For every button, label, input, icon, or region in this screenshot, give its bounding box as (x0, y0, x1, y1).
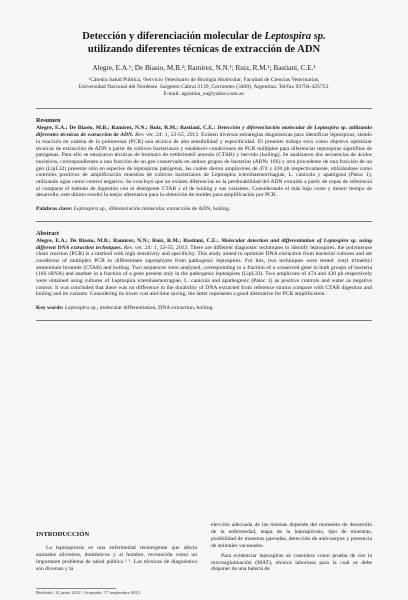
abstract-divider (36, 320, 372, 321)
resumen-keywords-label: Palabras clave: (36, 206, 73, 213)
resumen-keywords-rest: , diferenciación molecular, extracción de ADN, boiling. (105, 206, 231, 213)
paper-title (36, 0, 372, 56)
abstract-keywords-rest: , molecular differentiation, DNA extraction, boiling. (96, 305, 214, 312)
intro-paragraph-left: La leptospirosis es una enfermedad reemergente que afecta animales silvestres, domésticos y al hombre, reconocida como un importante problema de salud pública ¹˒⁵. Las técnicas de diagnóstico son diversas y la (36, 544, 197, 572)
affiliation-email: E-mail: agustina_ea@yahoo.com.ar. (163, 90, 245, 97)
abstract-keywords (36, 305, 372, 312)
abstract-citation-authors: Alegre, E.A.; De Biasio, M.B.; Ramírez, N.N.; Ruiz, R.M.; Bastiani, C.E.: (36, 237, 219, 244)
affiliation-line2: Universidad Nacional del Nordeste, Sargento Cabral 2139, Corrientes (3400), Argentina. Tel/fax 03794-425753. (78, 83, 330, 90)
abstract-citation-title: Molecular detection and differentiation of Leptospira sp. using different DNA extraction techniques. (36, 237, 372, 251)
resumen-keywords-species: Leptospira sp. (73, 206, 106, 213)
abstract-keywords-label: Key words: (36, 305, 64, 312)
affiliation-line1: ¹Cátedra Salud Pública, ²Servicio Veterinario de Biología Molecular, Facultad de Ciencias Veterinarias, (88, 77, 320, 83)
title-line2: utilizando diferentes técnicas de extracción de ADN (87, 43, 321, 55)
abstract-heading: Abstract (36, 229, 60, 237)
intro-heading: INTRODUCCIÓN (36, 531, 90, 538)
resumen-text: Existen diversas estrategias diagnósticas para identificar leptospiras, siendo la reacción en cadena de la polimerasa (PCR) una técnica de alta sensibilidad y especificidad. El presente trabajo tuvo como objetivo optimizar técnicas de extracción de ADN a partir de cultivos bacterianos y establecer condiciones de PCR múltiples para diferenciar leptospiras saprófitas de patógenas. Para ello se ensayaron técnicas de bromuro de cetiltrimetil amonio (CTAB) y hervido (boiling). Se analizaron dos secuencias de ácidos nucleicos, correspondientes a una fracción de un gen conservado en ambos grupos de bacterias (ARNr 16S) y otra procedente de una fracción de un gen (LipL32) presente sólo en especies de leptospiras patógenas, las cuales dieron amplicones de 474 y 430 pb respectivamente, utilizándose como controles positivos de amplificación muestras de cultivos bacterianos de Leptospira icterohaemorrhagiae, L. canicola y apatógena (Patoc 1), utilizando agua como control negativo. Se concluyó que no existen diferencias en la perdurabilidad del ADN extraído a partir de cepas de referencia al comparar el método de digestión con el detergente CTAB y el de boiling y sus variantes. Considerando el más bajo costo y menor tiempo de desarrollo, este último resultó la mejor alternativa para la obtención de moldes para amplificación por PCR. (36, 132, 372, 199)
resumen-citation-ref: Rev. vet. 24: 1, 53-55, 2013. (135, 132, 200, 139)
author-list: Alegre, E.A.¹; De Biasio, M.B.²; Ramírez, N.N.¹; Ruiz, R.M.¹; Bastiani, C.E.¹ (92, 64, 316, 72)
header-divider (36, 108, 372, 109)
abstract-keywords-species: Leptospira sp. (64, 305, 97, 312)
title-line1: Detección y diferenciación molecular de (82, 31, 265, 42)
resumen-body (36, 125, 372, 199)
left-column (36, 522, 197, 573)
resumen-heading: Resumen (36, 117, 61, 125)
resumen-keywords (36, 206, 372, 213)
title-species: Leptospira sp. (264, 31, 326, 42)
resumen-divider (36, 221, 372, 222)
resumen-citation-title: Detección y diferenciación molecular de Leptospira sp. utilizando diferentes técnicas de extracción de ADN. (36, 125, 372, 139)
abstract-citation-ref: Rev. vet. 24: 1, 53-55, 2013. (123, 244, 189, 251)
abstract-body (36, 238, 372, 298)
right-column (211, 522, 372, 573)
body-columns (36, 522, 372, 573)
intro-paragraph-right-2: Para evidenciar leptospiras se considera como prueba de oro la microaglutinación (MAT), técnica laboriosa para la cual se debe disponer de una batería de (211, 552, 372, 573)
abstract-text: There are different diagnostic techniques to identify leptospires, the polymerase chain reaction (PCR) is a method with high sensitivity and specificity. This study aimed to optimize DNA extraction from bacterial cultures and set conditions of multiplex PCR to differentiate saprophytes from pathogenic leptospires. For this, two techniques were tested: cetyl trimethyl ammonium bromide (CTAB) and boiling. Two sequences were analyzed, corresponding to a fraction of a conserved gene in both groups of bacteria (16S rRNA) and another in a fraction of a gene present only in the pathogenic leptospires (LipL32). Two amplicons of 474 and 430 pb respectively were obtained using cultures of Leptospira icterohaemorragiae, L. canicola and apathogenic (Patoc 1) as positive controls and water as negative control. It was concluded that there was no difference in the durability of DNA extracted from reference strains compare with CTAB digestion and boiling and its variants. Considering its lower cost and time saving, the latter represents a good alternative for PCR amplification. (36, 244, 372, 298)
resumen-citation-authors: Alegre, E.A.; De Biasio, M.B.; Ramírez, N.N.; Ruiz, R.M.; Bastiani, C.E.: (36, 125, 216, 132)
affiliation (36, 77, 372, 97)
footnote-rule (36, 588, 116, 589)
intro-paragraph-right-1: elección adecuada de las mismas depende del momento de desarrollo de la enfermedad, etapa de la leptospirosis, tipo de muestras, posibilidad de muestras pareadas, detección de anticuerpos y presencia de animales vacunados. (211, 522, 372, 549)
received-accepted-dates: Recibido: 12 junio 2012 / Aceptado: 17 septiembre 2012 (36, 590, 141, 595)
